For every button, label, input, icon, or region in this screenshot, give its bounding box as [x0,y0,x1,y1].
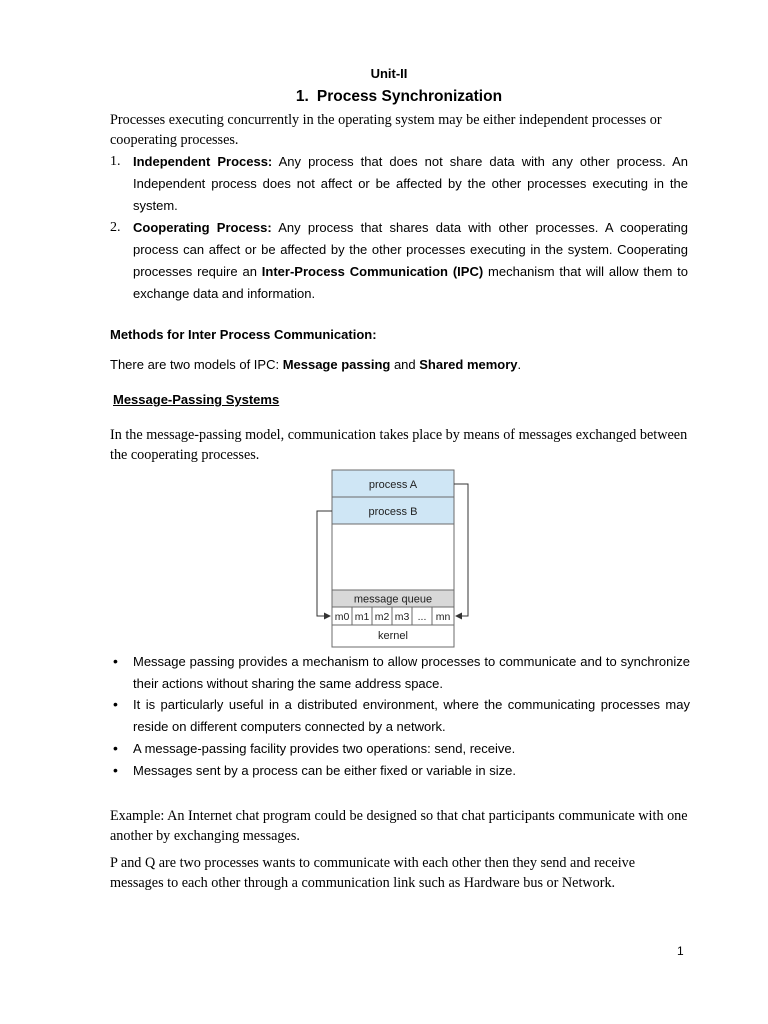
message-passing-diagram [310,466,475,650]
bullet-item: • It is particularly useful in a distributed environment, where the communicating processes may reside on different computers connected by a network. [110,694,690,737]
page-title [0,88,768,106]
message-queue-label: message queue [353,593,433,606]
kernel-label: kernel [378,630,408,642]
unit-label: Unit-II [370,66,408,81]
process-b-send-arrow [317,511,332,616]
item-text: Any process that shares data with other processes. A cooperating process can affect or be affected by the other processes executing in the system. Cooperating processes require an [133,220,688,279]
models-suffix: . [517,357,522,372]
message-passing-bullets [110,651,690,781]
process-a-label: process A [368,479,418,491]
models-and: and [390,357,420,372]
queue-cell-m1: m1 [354,611,370,623]
bullet-item: • A message-passing facility provides two operations: send, receive. [110,738,690,760]
queue-cell-m3: m3 [394,611,410,623]
list-item-cooperating [110,217,688,305]
item-text-after: mechanism that will allow them to exchange data and information. [133,264,688,301]
model-shared-memory: Shared memory [419,357,518,372]
page-number: 1 [677,944,684,958]
ipc-models-line [110,357,521,372]
item-term: Independent Process: [133,154,273,169]
queue-cell-m2: m2 [374,611,390,623]
message-passing-heading: Message-Passing Systems [113,392,280,407]
queue-cell-mn: mn [435,611,451,623]
item-term: Cooperating Process: [133,220,272,235]
title-number: 1. [295,88,309,105]
item-number: 1. [110,154,121,169]
item-text: Any process that does not share data with any other process. An Independent process does not affect or be affected by the other processes executing in the system. [133,154,688,213]
methods-heading: Methods for Inter Process Communication: [110,327,377,342]
models-prefix: There are two models of IPC: [110,357,283,372]
pq-paragraph: P and Q are two processes wants to communicate with each other then they send and receive messages to each other through a communication link such as Hardware bus or Network. [110,855,636,891]
item-number: 2. [110,220,121,235]
process-a-send-arrow [454,484,468,616]
message-passing-intro: In the message-passing model, communication takes place by means of messages exchanged between the cooperating processes. [110,427,688,463]
example-paragraph: Example: An Internet chat program could be designed so that chat participants communicate with one another by exchanging messages. [110,808,688,844]
title-text: Process Synchronization [316,88,503,105]
ipc-term: Inter-Process Communication (IPC) [261,264,484,279]
bullet-item: • Message passing provides a mechanism to allow processes to communicate and to synchronize their actions without sharing the same address space. [110,651,690,694]
process-b-label: process B [368,506,418,518]
list-item-independent [110,151,688,217]
queue-cell-ellipsis: ... [417,611,427,623]
intro-paragraph: Processes executing concurrently in the operating system may be either independent processes or cooperating processes. [110,112,662,148]
queue-cell-m0: m0 [334,611,350,623]
model-message-passing: Message passing [282,357,391,372]
bullet-item: • Messages sent by a process can be either fixed or variable in size. [110,760,690,782]
